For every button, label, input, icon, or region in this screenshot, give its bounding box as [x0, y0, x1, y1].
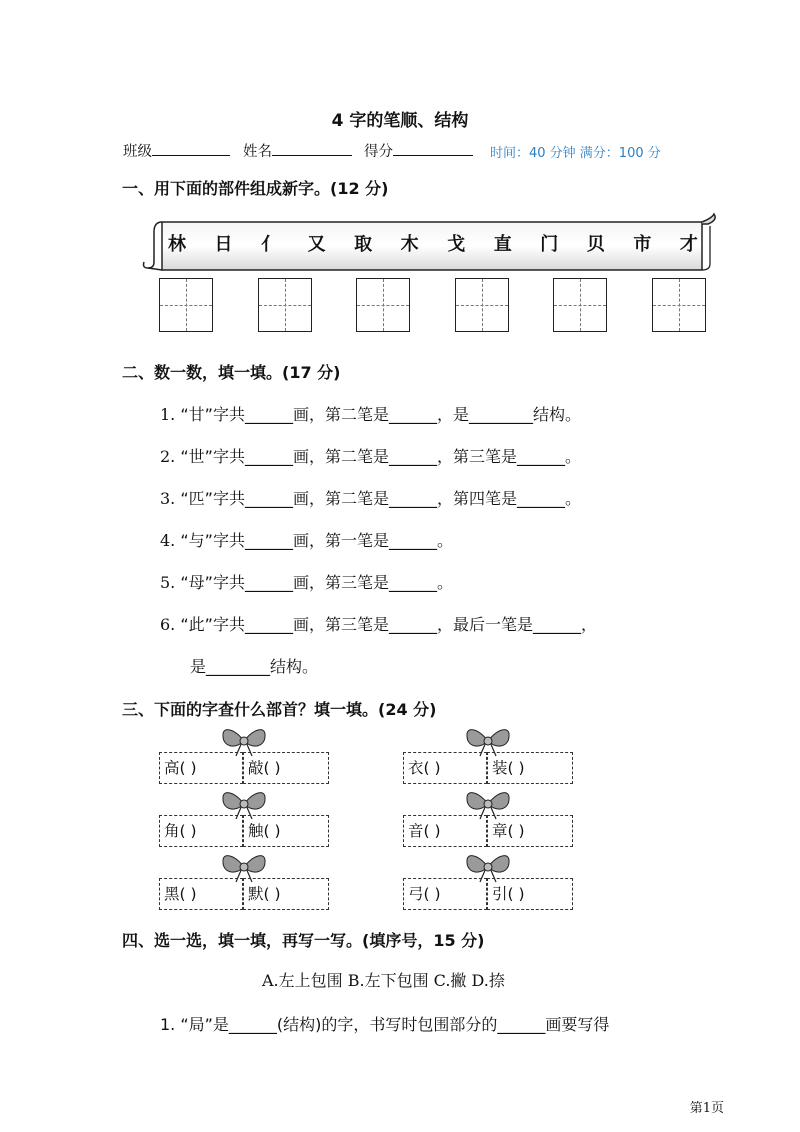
radical-cell[interactable]: 章( )	[487, 815, 573, 847]
writing-grid-box[interactable]	[159, 278, 213, 332]
score-field	[364, 140, 473, 161]
question-item	[160, 444, 581, 467]
radical-cell[interactable]: 装( )	[487, 752, 573, 784]
bow-icon	[464, 850, 512, 884]
question-number: 6.	[160, 615, 176, 634]
radical-cell[interactable]: 角( )	[159, 815, 243, 847]
component-item: 戈	[447, 234, 466, 255]
component-item: 日	[214, 234, 233, 255]
component-item: 才	[679, 234, 698, 255]
radical-cell[interactable]: 黑( )	[159, 878, 243, 910]
score-label: 得分	[364, 144, 393, 160]
options-line: A.左上包围 B.左下包围 C.撇 D.捺	[262, 971, 505, 990]
component-list	[168, 230, 698, 256]
question-item	[160, 528, 453, 551]
bow-icon	[464, 787, 512, 821]
page-title: 4 字的笔顺、结构	[331, 111, 469, 131]
bow-icon	[220, 724, 268, 758]
question-item: 1. “局”是______(结构)的字，书写时包围部分的______画要写得	[160, 1015, 610, 1034]
component-item: 亻	[261, 234, 280, 255]
section3-heading: 三、下面的字查什么部首？填一填。(24 分)	[122, 700, 437, 719]
component-item: 门	[540, 234, 559, 255]
section4-heading: 四、选一选，填一填，再写一写。(填序号，15 分)	[122, 931, 485, 950]
time-score-info: 时间：40 分钟 满分：100 分	[490, 146, 661, 161]
question-number: 3.	[160, 489, 176, 508]
question-text: “世”字共______画，第二笔是______，第三笔是______。	[180, 447, 581, 466]
question-text: “匹”字共______画，第二笔是______，第四笔是______。	[180, 489, 581, 508]
question-text: “甘”字共______画，第二笔是______，是________结构。	[180, 405, 581, 424]
class-field	[123, 140, 230, 161]
section1-heading: 一、用下面的部件组成新字。(12 分)	[122, 179, 389, 198]
radical-pair	[159, 752, 329, 786]
radical-cell[interactable]: 衣( )	[403, 752, 487, 784]
question-continuation: 是________结构。	[190, 657, 319, 676]
name-blank[interactable]	[272, 141, 352, 156]
question-item	[160, 486, 581, 509]
radical-cell[interactable]: 引( )	[487, 878, 573, 910]
question-number: 1.	[160, 405, 176, 424]
radical-cell[interactable]: 音( )	[403, 815, 487, 847]
question-text: “此”字共______画，第三笔是______，最后一笔是______，	[180, 615, 597, 634]
writing-grid-box[interactable]	[356, 278, 410, 332]
radical-cell[interactable]: 触( )	[243, 815, 329, 847]
radical-pair	[403, 815, 573, 849]
bow-icon	[220, 787, 268, 821]
component-item: 木	[400, 234, 419, 255]
bow-icon	[464, 724, 512, 758]
component-item: 贝	[586, 234, 605, 255]
name-label: 姓名	[243, 144, 272, 160]
writing-grid-box[interactable]	[553, 278, 607, 332]
question-item	[160, 612, 597, 635]
question-item	[160, 570, 453, 593]
radical-pair	[159, 815, 329, 849]
radical-cell[interactable]: 敲( )	[243, 752, 329, 784]
class-blank[interactable]	[152, 141, 230, 156]
radical-pair	[403, 878, 573, 912]
writing-grid-box[interactable]	[455, 278, 509, 332]
radical-cell[interactable]: 弓( )	[403, 878, 487, 910]
component-item: 取	[354, 234, 373, 255]
component-item: 市	[633, 234, 652, 255]
name-field	[243, 140, 352, 161]
component-item: 直	[493, 234, 512, 255]
radical-pair	[403, 752, 573, 786]
radical-cell[interactable]: 默( )	[243, 878, 329, 910]
component-item: 又	[307, 234, 326, 255]
radical-pair	[159, 878, 329, 912]
writing-grid-box[interactable]	[652, 278, 706, 332]
section2-heading: 二、数一数，填一填。(17 分)	[122, 363, 341, 382]
writing-grid-box[interactable]	[258, 278, 312, 332]
question-number: 5.	[160, 573, 176, 592]
page-number: 第1页	[689, 1101, 724, 1116]
class-label: 班级	[123, 144, 152, 160]
component-scroll-banner	[140, 212, 720, 278]
score-blank[interactable]	[393, 141, 473, 156]
question-item	[160, 402, 581, 425]
question-text: “母”字共______画，第三笔是______。	[180, 573, 453, 592]
component-item: 林	[168, 234, 186, 255]
question-number: 4.	[160, 531, 176, 550]
question-text: “与”字共______画，第一笔是______。	[180, 531, 453, 550]
bow-icon	[220, 850, 268, 884]
radical-cell[interactable]: 高( )	[159, 752, 243, 784]
question-number: 2.	[160, 447, 176, 466]
